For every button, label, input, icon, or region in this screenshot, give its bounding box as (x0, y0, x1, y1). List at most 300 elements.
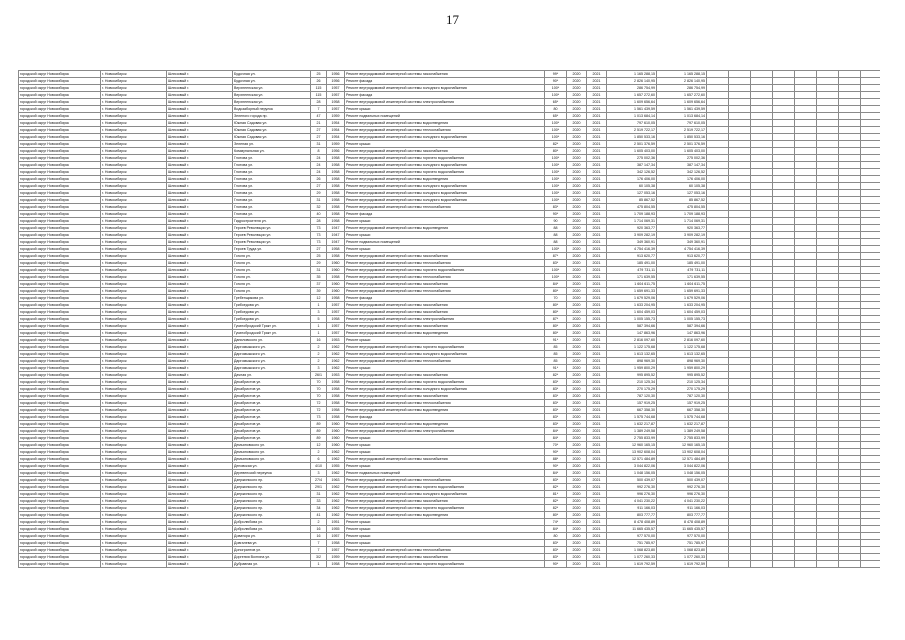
empty-cell (773, 372, 795, 379)
empty-cell (751, 547, 773, 554)
year-to-cell: 2021 (587, 428, 607, 435)
empty-cell (795, 204, 817, 211)
empty-cell (839, 141, 861, 148)
total-cost-cell: 2 826 140,95 (607, 78, 657, 85)
empty-cell (839, 155, 861, 162)
empty-cell (751, 561, 773, 568)
empty-cell (795, 386, 817, 393)
empty-cell (795, 85, 817, 92)
area-cell: Шлюзовый г. (167, 484, 233, 491)
city-cell: г. Новосибирск (101, 421, 167, 428)
house-cell: 27 (311, 183, 327, 190)
year-to-cell: 2021 (587, 344, 607, 351)
empty-cell (839, 463, 861, 470)
street-cell: Довгалева ул. (233, 540, 311, 547)
street-cell: Декабристов ул. (233, 407, 311, 414)
empty-cell (707, 323, 729, 330)
fund-cost-cell: 1 604 459,03 (657, 309, 707, 316)
empty-cell (839, 512, 861, 519)
district-cell: городской округ Новосибирск (19, 456, 101, 463)
city-cell: г. Новосибирск (101, 442, 167, 449)
empty-cell (795, 183, 817, 190)
area-cell: Шлюзовый г. (167, 99, 233, 106)
district-cell: городской округ Новосибирск (19, 148, 101, 155)
city-cell: г. Новосибирск (101, 281, 167, 288)
city-cell: г. Новосибирск (101, 169, 167, 176)
empty-cell (729, 477, 751, 484)
table-row (19, 267, 881, 274)
empty-cell (817, 155, 839, 162)
street-cell: Будочная ул. (233, 71, 311, 78)
house-cell: 27 (311, 246, 327, 253)
area-cell: Шлюзовый г. (167, 92, 233, 99)
total-cost-cell: 1 632 217,87 (607, 421, 657, 428)
work-type-cell: Ремонт внутридомовой инженерной системы газоснабжения (345, 309, 545, 316)
year-from-cell: 2020 (567, 435, 587, 442)
share-cell: 83* (545, 400, 567, 407)
empty-cell (817, 162, 839, 169)
year-from-cell: 2020 (567, 351, 587, 358)
work-type-cell: Ремонт внутридомовой инженерной системы газоснабжения (345, 323, 545, 330)
work-type-cell: Ремонт внутридомовой инженерной системы холодного водоснабжения (345, 197, 545, 204)
area-cell: Шлюзовый г. (167, 71, 233, 78)
share-cell: 83* (545, 554, 567, 561)
empty-cell (795, 323, 817, 330)
house-cell: 29 (311, 260, 327, 267)
year-from-cell: 2020 (567, 302, 587, 309)
area-cell: Шлюзовый г. (167, 302, 233, 309)
city-cell: г. Новосибирск (101, 533, 167, 540)
empty-cell (751, 239, 773, 246)
empty-cell (773, 400, 795, 407)
work-type-cell: Ремонт внутридомовой инженерной системы газоснабжения (345, 498, 545, 505)
street-cell: Гусинобродский Тракт ул. (233, 330, 311, 337)
total-cost-cell: 342 126,52 (607, 169, 657, 176)
work-type-cell: Ремонт внутридомовой инженерной системы газоснабжения (345, 554, 545, 561)
district-cell: городской округ Новосибирск (19, 288, 101, 295)
empty-cell (839, 393, 861, 400)
empty-cell (795, 463, 817, 470)
table-row (19, 428, 881, 435)
total-cost-cell: 85 867,52 (607, 197, 657, 204)
empty-cell (861, 267, 881, 274)
table-row (19, 337, 881, 344)
street-cell: Декабристов ул. (233, 400, 311, 407)
work-type-cell: Ремонт крыши (345, 246, 545, 253)
empty-cell (817, 120, 839, 127)
fund-cost-cell: 1 633 204,95 (657, 302, 707, 309)
empty-cell (707, 260, 729, 267)
empty-cell (773, 204, 795, 211)
empty-cell (773, 540, 795, 547)
house-cell: 40 (311, 211, 327, 218)
year-cell: 1958 (327, 169, 345, 176)
house-cell: 29 (311, 190, 327, 197)
empty-cell (729, 253, 751, 260)
empty-cell (861, 386, 881, 393)
empty-cell (729, 365, 751, 372)
area-cell: Шлюзовый г. (167, 281, 233, 288)
city-cell: г. Новосибирск (101, 134, 167, 141)
year-to-cell: 2021 (587, 204, 607, 211)
empty-cell (839, 225, 861, 232)
house-cell: 7 (311, 547, 327, 554)
fund-cost-cell: 2 755 833,99 (657, 435, 707, 442)
empty-cell (817, 232, 839, 239)
empty-cell (795, 435, 817, 442)
district-cell: городской округ Новосибирск (19, 393, 101, 400)
fund-cost-cell: 171 639,55 (657, 274, 707, 281)
table-row (19, 239, 881, 246)
fund-cost-cell: 479 731,11 (657, 267, 707, 274)
table-row (19, 463, 881, 470)
year-cell: 1959 (327, 113, 345, 120)
empty-cell (729, 295, 751, 302)
year-from-cell: 2020 (567, 281, 587, 288)
house-cell: 37 (311, 281, 327, 288)
empty-cell (839, 274, 861, 281)
year-to-cell: 2021 (587, 239, 607, 246)
city-cell: г. Новосибирск (101, 540, 167, 547)
city-cell: г. Новосибирск (101, 323, 167, 330)
empty-cell (839, 561, 861, 568)
empty-cell (795, 400, 817, 407)
empty-cell (861, 183, 881, 190)
total-cost-cell: 60 105,38 (607, 183, 657, 190)
empty-cell (707, 288, 729, 295)
city-cell: г. Новосибирск (101, 288, 167, 295)
empty-cell (707, 498, 729, 505)
empty-cell (773, 120, 795, 127)
year-to-cell: 2021 (587, 120, 607, 127)
share-cell: 100* (545, 134, 567, 141)
work-type-cell: Ремонт внутридомовой инженерной системы горячего водоснабжения (345, 344, 545, 351)
empty-cell (707, 505, 729, 512)
table-row (19, 183, 881, 190)
city-cell: г. Новосибирск (101, 260, 167, 267)
street-cell: Зеленого города пр. (233, 113, 311, 120)
empty-cell (707, 239, 729, 246)
empty-cell (729, 400, 751, 407)
year-to-cell: 2021 (587, 302, 607, 309)
year-cell: 1958 (327, 155, 345, 162)
year-from-cell: 2020 (567, 295, 587, 302)
empty-cell (751, 99, 773, 106)
total-cost-cell: 1 604 611,75 (607, 281, 657, 288)
year-to-cell: 2021 (587, 99, 607, 106)
empty-cell (729, 491, 751, 498)
empty-cell (817, 540, 839, 547)
empty-cell (707, 155, 729, 162)
empty-cell (773, 197, 795, 204)
year-to-cell: 2021 (587, 218, 607, 225)
year-cell: 1960 (327, 260, 345, 267)
empty-cell (795, 547, 817, 554)
empty-cell (839, 197, 861, 204)
area-cell: Шлюзовый г. (167, 400, 233, 407)
empty-cell (751, 407, 773, 414)
empty-cell (817, 484, 839, 491)
work-type-cell: Ремонт внутридомовой инженерной системы холодного водоснабжения (345, 85, 545, 92)
year-cell: 1962 (327, 505, 345, 512)
empty-cell (751, 162, 773, 169)
year-to-cell: 2021 (587, 190, 607, 197)
empty-cell (773, 379, 795, 386)
work-type-cell: Ремонт внутридомовой инженерной системы холодного водоснабжения (345, 162, 545, 169)
share-cell: 88* (545, 456, 567, 463)
year-from-cell: 2020 (567, 498, 587, 505)
empty-cell (751, 477, 773, 484)
empty-cell (795, 71, 817, 78)
empty-cell (795, 155, 817, 162)
street-cell: Деревенский переулок (233, 470, 311, 477)
empty-cell (817, 561, 839, 568)
year-to-cell: 2021 (587, 134, 607, 141)
empty-cell (795, 267, 817, 274)
empty-cell (751, 442, 773, 449)
empty-cell (795, 428, 817, 435)
total-cost-cell: 349 360,91 (607, 239, 657, 246)
empty-cell (729, 526, 751, 533)
table-row (19, 85, 881, 92)
table-row (19, 211, 881, 218)
empty-cell (795, 274, 817, 281)
empty-cell (839, 260, 861, 267)
empty-cell (861, 512, 881, 519)
year-cell: 1958 (327, 540, 345, 547)
work-type-cell: Ремонт крыши (345, 449, 545, 456)
house-cell: 1 (311, 330, 327, 337)
district-cell: городской округ Новосибирск (19, 232, 101, 239)
area-cell: Шлюзовый г. (167, 512, 233, 519)
empty-cell (729, 141, 751, 148)
street-cell: Верхнеенская ул. (233, 85, 311, 92)
empty-cell (839, 295, 861, 302)
fund-cost-cell: 1 005 155,73 (657, 316, 707, 323)
street-cell: Даргомыжского ул. (233, 344, 311, 351)
work-type-cell: Ремонт крыши (345, 337, 545, 344)
share-cell: 80* (545, 323, 567, 330)
empty-cell (751, 491, 773, 498)
year-cell: 1962 (327, 351, 345, 358)
empty-cell (861, 176, 881, 183)
street-cell: Даргомыжского ул. (233, 358, 311, 365)
year-from-cell: 2020 (567, 393, 587, 400)
street-cell: Героев Труда ул. (233, 246, 311, 253)
total-cost-cell: 1 575 744,68 (607, 414, 657, 421)
total-cost-cell: 1 714 069,31 (607, 218, 657, 225)
empty-cell (707, 365, 729, 372)
fund-cost-cell: 1 714 069,31 (657, 218, 707, 225)
street-cell: Глотова ул. (233, 204, 311, 211)
house-cell: 27/4 (311, 477, 327, 484)
empty-cell (817, 176, 839, 183)
empty-cell (773, 78, 795, 85)
city-cell: г. Новосибирск (101, 274, 167, 281)
empty-cell (751, 449, 773, 456)
table-row (19, 232, 881, 239)
city-cell: г. Новосибирск (101, 407, 167, 414)
year-to-cell: 2021 (587, 176, 607, 183)
street-cell: Гоголя ул. (233, 260, 311, 267)
total-cost-cell: 898 969,30 (607, 358, 657, 365)
year-to-cell: 2021 (587, 540, 607, 547)
work-type-cell: Ремонт внутридомовой инженерной системы газоснабжения (345, 372, 545, 379)
empty-cell (839, 470, 861, 477)
street-cell: Декабристов ул. (233, 421, 311, 428)
empty-cell (795, 344, 817, 351)
year-cell: 1963 (327, 477, 345, 484)
empty-cell (773, 246, 795, 253)
empty-cell (861, 456, 881, 463)
city-cell: г. Новосибирск (101, 148, 167, 155)
area-cell: Шлюзовый г. (167, 421, 233, 428)
empty-cell (729, 218, 751, 225)
empty-cell (707, 344, 729, 351)
work-type-cell: Ремонт внутридомовой инженерной системы теплоснабжения (345, 547, 545, 554)
empty-cell (839, 449, 861, 456)
street-cell: Гребенщикова ул. (233, 295, 311, 302)
empty-cell (751, 554, 773, 561)
street-cell: Южная Садовая ул. (233, 120, 311, 127)
total-cost-cell: 210 125,34 (607, 379, 657, 386)
table-row (19, 106, 881, 113)
work-type-cell: Ремонт фасада (345, 414, 545, 421)
district-cell: городской округ Новосибирск (19, 169, 101, 176)
table-row (19, 218, 881, 225)
fund-cost-cell: 1 068 823,80 (657, 547, 707, 554)
total-cost-cell: 1 657 272,60 (607, 92, 657, 99)
empty-cell (707, 134, 729, 141)
area-cell: Шлюзовый г. (167, 428, 233, 435)
year-from-cell: 2020 (567, 113, 587, 120)
empty-cell (707, 302, 729, 309)
year-from-cell: 2020 (567, 470, 587, 477)
empty-cell (707, 204, 729, 211)
city-cell: г. Новосибирск (101, 337, 167, 344)
share-cell: 91* (545, 337, 567, 344)
table-row (19, 498, 881, 505)
year-from-cell: 2020 (567, 519, 587, 526)
work-type-cell: Ремонт внутридомовой инженерной системы газоснабжения (345, 71, 545, 78)
table-row (19, 344, 881, 351)
total-cost-cell: 270 175,29 (607, 386, 657, 393)
year-cell: 1958 (327, 379, 345, 386)
house-cell: 72 (311, 407, 327, 414)
empty-cell (839, 407, 861, 414)
empty-cell (839, 267, 861, 274)
empty-cell (707, 442, 729, 449)
total-cost-cell: 11 665 435,57 (607, 526, 657, 533)
empty-cell (751, 358, 773, 365)
empty-cell (795, 540, 817, 547)
empty-cell (729, 533, 751, 540)
district-cell: городской округ Новосибирск (19, 176, 101, 183)
work-type-cell: Ремонт внутридомовой инженерной системы газоснабжения (345, 148, 545, 155)
share-cell: 100* (545, 120, 567, 127)
area-cell: Шлюзовый г. (167, 442, 233, 449)
year-cell: 1959 (327, 554, 345, 561)
empty-cell (861, 120, 881, 127)
area-cell: Шлюзовый г. (167, 316, 233, 323)
total-cost-cell: 1 561 439,59 (607, 106, 657, 113)
share-cell: 100* (545, 127, 567, 134)
work-type-cell: Ремонт внутридомовой инженерной системы водоотведения (345, 512, 545, 519)
empty-cell (729, 92, 751, 99)
empty-cell (751, 295, 773, 302)
year-cell: 1951 (327, 519, 345, 526)
empty-cell (817, 204, 839, 211)
empty-cell (707, 316, 729, 323)
empty-cell (839, 372, 861, 379)
empty-cell (751, 113, 773, 120)
empty-cell (773, 519, 795, 526)
total-cost-cell: 2 501 376,59 (607, 141, 657, 148)
year-to-cell: 2021 (587, 253, 607, 260)
year-cell: 1956 (327, 78, 345, 85)
share-cell: 65* (545, 113, 567, 120)
year-from-cell: 2020 (567, 547, 587, 554)
year-from-cell: 2020 (567, 428, 587, 435)
empty-cell (707, 526, 729, 533)
city-cell: г. Новосибирск (101, 463, 167, 470)
empty-cell (839, 190, 861, 197)
district-cell: городской округ Новосибирск (19, 554, 101, 561)
year-from-cell: 2020 (567, 127, 587, 134)
empty-cell (773, 547, 795, 554)
empty-cell (751, 337, 773, 344)
total-cost-cell: 147 863,96 (607, 330, 657, 337)
area-cell: Шлюзовый г. (167, 267, 233, 274)
empty-cell (707, 547, 729, 554)
empty-cell (861, 218, 881, 225)
year-from-cell: 2020 (567, 463, 587, 470)
year-to-cell: 2021 (587, 393, 607, 400)
year-to-cell: 2021 (587, 407, 607, 414)
total-cost-cell: 587 394,66 (607, 323, 657, 330)
empty-cell (817, 281, 839, 288)
empty-cell (751, 463, 773, 470)
work-type-cell: Ремонт фасада (345, 211, 545, 218)
empty-cell (817, 246, 839, 253)
empty-cell (839, 288, 861, 295)
empty-cell (839, 113, 861, 120)
table-row (19, 260, 881, 267)
empty-cell (817, 505, 839, 512)
area-cell: Шлюзовый г. (167, 519, 233, 526)
table-row (19, 519, 881, 526)
empty-cell (707, 512, 729, 519)
empty-cell (861, 260, 881, 267)
city-cell: г. Новосибирск (101, 505, 167, 512)
empty-cell (751, 330, 773, 337)
empty-cell (795, 78, 817, 85)
empty-cell (861, 85, 881, 92)
empty-cell (817, 526, 839, 533)
house-cell: 89 (311, 428, 327, 435)
year-cell: 1958 (327, 190, 345, 197)
city-cell: г. Новосибирск (101, 512, 167, 519)
house-cell: 16 (311, 526, 327, 533)
empty-cell (817, 400, 839, 407)
empty-cell (773, 267, 795, 274)
city-cell: г. Новосибирск (101, 78, 167, 85)
empty-cell (839, 239, 861, 246)
empty-cell (729, 246, 751, 253)
empty-cell (707, 127, 729, 134)
empty-cell (751, 414, 773, 421)
year-cell: 1958 (327, 183, 345, 190)
